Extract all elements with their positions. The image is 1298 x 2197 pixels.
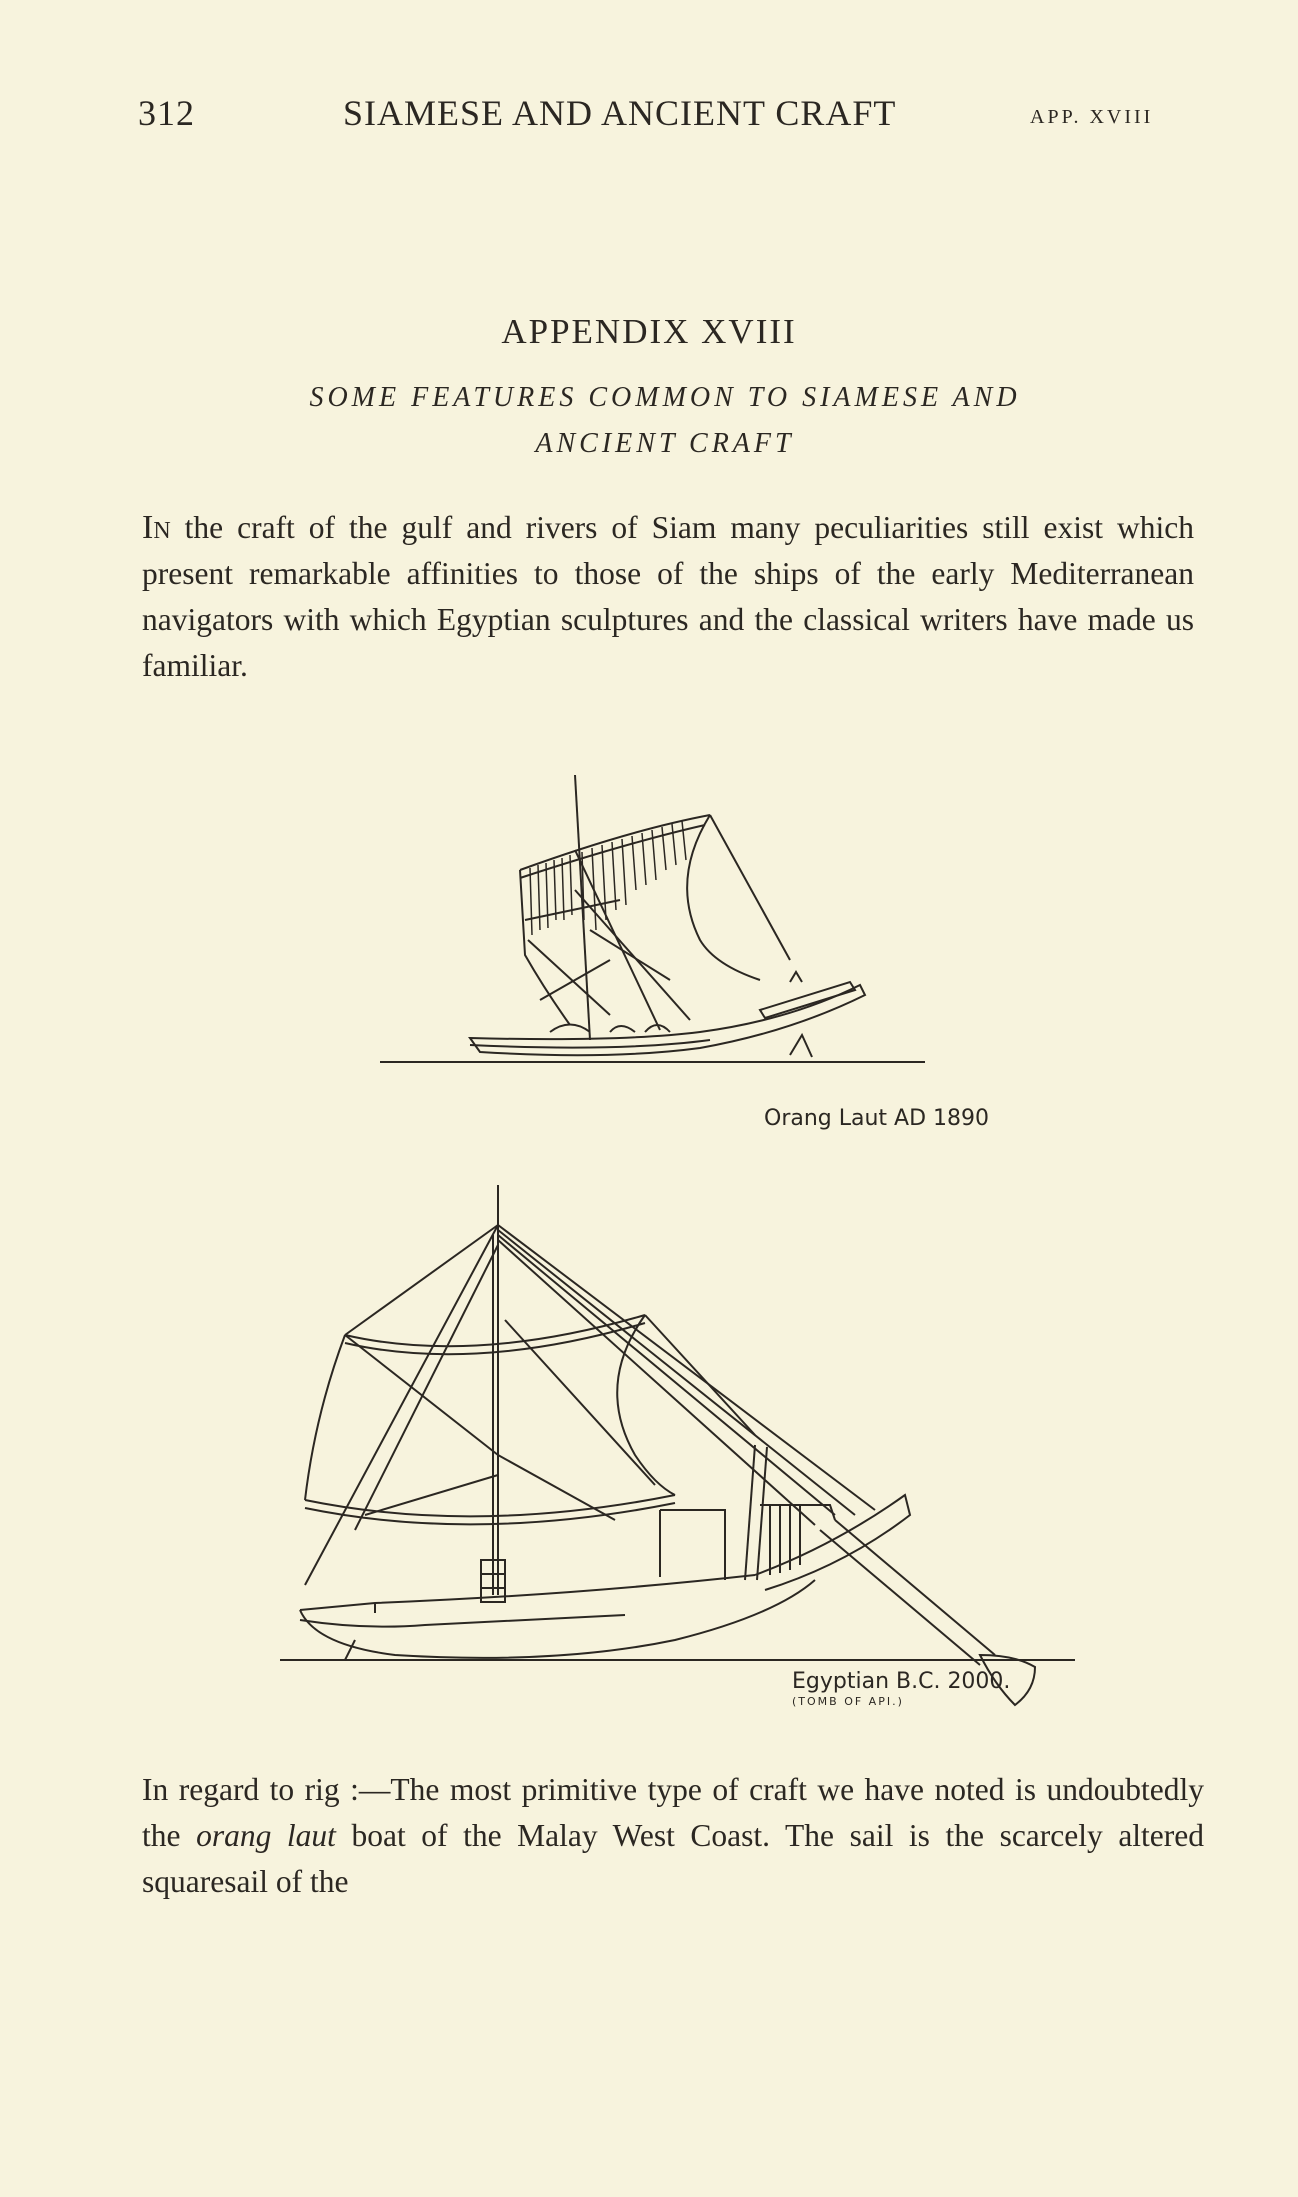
intro-paragraph — [142, 505, 1194, 689]
running-title: SIAMESE AND ANCIENT CRAFT — [343, 93, 897, 133]
orang-laut-term: orang laut — [196, 1818, 336, 1853]
appendix-subtitle-line1: SOME FEATURES COMMON TO SIAMESE AND — [309, 382, 1021, 413]
intro-paragraph-text: the craft of the gulf and rivers of Siam many peculiarities still exist which present remarkable affinities to those of the ships of the early Mediterranean navigators with which Egyptian sculptures and the classical writers have made us familiar. — [142, 510, 1194, 683]
egyptian-caption-text: Egyptian B.C. 2000. — [792, 1669, 1011, 1694]
page-number: 312 — [138, 93, 195, 133]
egyptian-subcaption: (TOMB OF API.) — [792, 1695, 904, 1708]
egyptian-boat-illustration — [275, 1185, 1085, 1745]
rig-paragraph — [142, 1767, 1204, 1905]
rig-paragraph-text-start: In regard to rig :—The most primitive type of craft we have noted is undoubtedly the — [142, 1772, 1204, 1853]
appendix-heading: APPENDIX XVIII — [501, 312, 797, 351]
running-appendix-label: APP. XVIII — [1030, 106, 1154, 128]
rig-paragraph-text-end: boat of the Malay West Coast. The sail is the scarcely altered squaresail of the — [142, 1818, 1205, 1899]
lead-word: In — [142, 509, 171, 546]
orang-laut-caption: Orang Laut AD 1890 — [764, 1106, 990, 1131]
appendix-subtitle-line2: ANCIENT CRAFT — [535, 428, 795, 459]
egyptian-caption — [792, 1669, 1011, 1712]
orang-laut-boat-illustration — [370, 770, 930, 1080]
